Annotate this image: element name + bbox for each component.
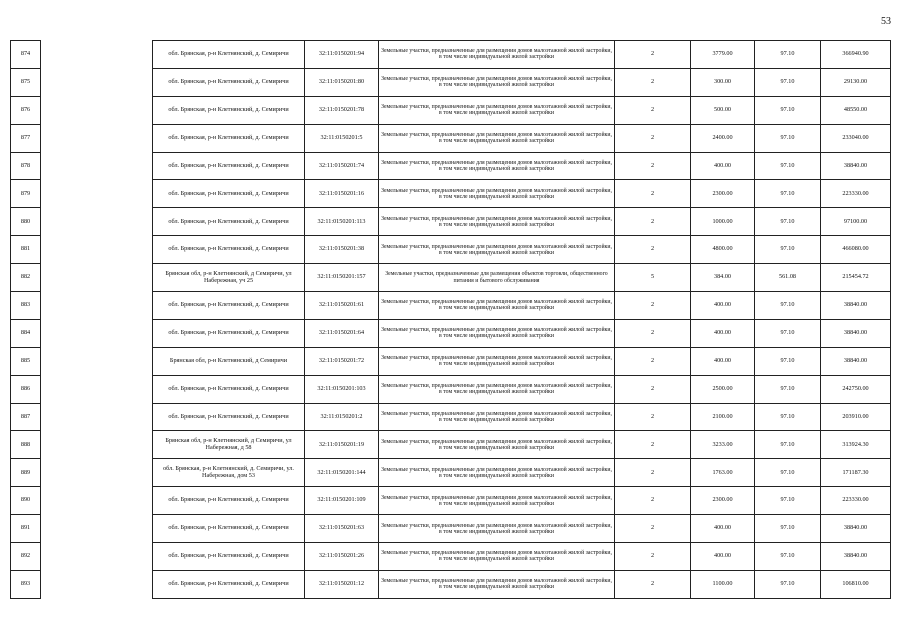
- spacer-cell: [41, 487, 153, 515]
- address-cell: обл. Брянская, р-н Клетнянский, д. Семиричи: [153, 124, 305, 152]
- area-cell: 2100.00: [691, 403, 755, 431]
- spacer-cell: [41, 96, 153, 124]
- row-number-cell: 878: [11, 152, 41, 180]
- cadastral-number-cell: 32:11:0150201:12: [305, 570, 379, 598]
- address-cell: обл. Брянская, р-н Клетнянский, д. Семиричи: [153, 68, 305, 96]
- rate-cell: 97.10: [755, 543, 821, 571]
- group-number-cell: 2: [615, 152, 691, 180]
- group-number-cell: 2: [615, 375, 691, 403]
- cadastral-value-cell: 29130.00: [821, 68, 891, 96]
- rate-cell: 97.10: [755, 403, 821, 431]
- group-number-cell: 2: [615, 543, 691, 571]
- rate-cell: 97.10: [755, 570, 821, 598]
- table-row: [11, 487, 891, 515]
- cadastral-value-cell: 203910.00: [821, 403, 891, 431]
- land-use-description-cell: Земельные участки, предназначенные для размещения домов малоэтажной жилой застройки, в том числе индивидуальной жилой застройки: [379, 68, 615, 96]
- cadastral-value-cell: 171187.30: [821, 459, 891, 487]
- group-number-cell: 2: [615, 431, 691, 459]
- table-row: [11, 347, 891, 375]
- cadastral-value-cell: 366940.90: [821, 41, 891, 69]
- cadastral-number-cell: 32:11:0150201:78: [305, 96, 379, 124]
- row-number-cell: 886: [11, 375, 41, 403]
- area-cell: 2300.00: [691, 180, 755, 208]
- spacer-cell: [41, 459, 153, 487]
- land-use-description-cell: Земельные участки, предназначенные для размещения домов малоэтажной жилой застройки, в том числе индивидуальной жилой застройки: [379, 543, 615, 571]
- address-cell: обл. Брянская, р-н Клетнянский, д. Семиричи: [153, 152, 305, 180]
- rate-cell: 97.10: [755, 487, 821, 515]
- table-row: [11, 180, 891, 208]
- cadastral-value-cell: 38840.00: [821, 543, 891, 571]
- spacer-cell: [41, 41, 153, 69]
- spacer-cell: [41, 180, 153, 208]
- spacer-cell: [41, 264, 153, 292]
- land-use-description-cell: Земельные участки, предназначенные для размещения домов малоэтажной жилой застройки, в том числе индивидуальной жилой застройки: [379, 124, 615, 152]
- spacer-cell: [41, 124, 153, 152]
- group-number-cell: 2: [615, 208, 691, 236]
- group-number-cell: 5: [615, 264, 691, 292]
- address-cell: обл. Брянская, р-н Клетнянский, д. Семиричи: [153, 208, 305, 236]
- spacer-cell: [41, 570, 153, 598]
- cadastral-number-cell: 32:11:0150201:113: [305, 208, 379, 236]
- table-row: [11, 431, 891, 459]
- land-use-description-cell: Земельные участки, предназначенные для размещения домов малоэтажной жилой застройки, в том числе индивидуальной жилой застройки: [379, 459, 615, 487]
- cadastral-value-cell: 48550.00: [821, 96, 891, 124]
- cadastral-number-cell: 32:11:0150201:72: [305, 347, 379, 375]
- cadastral-value-cell: 313924.30: [821, 431, 891, 459]
- cadastral-number-cell: 32:11:0150201:64: [305, 319, 379, 347]
- table-row: [11, 41, 891, 69]
- area-cell: 2500.00: [691, 375, 755, 403]
- cadastral-value-cell: 106810.00: [821, 570, 891, 598]
- row-number-cell: 882: [11, 264, 41, 292]
- spacer-cell: [41, 319, 153, 347]
- group-number-cell: 2: [615, 403, 691, 431]
- cadastral-number-cell: 32:11:0150201:19: [305, 431, 379, 459]
- area-cell: 400.00: [691, 319, 755, 347]
- land-use-description-cell: Земельные участки, предназначенные для размещения домов малоэтажной жилой застройки, в том числе индивидуальной жилой застройки: [379, 487, 615, 515]
- area-cell: 1000.00: [691, 208, 755, 236]
- land-use-description-cell: Земельные участки, предназначенные для размещения домов малоэтажной жилой застройки, в том числе индивидуальной жилой застройки: [379, 375, 615, 403]
- cadastral-number-cell: 32:11:0150201:2: [305, 403, 379, 431]
- group-number-cell: 2: [615, 292, 691, 320]
- row-number-cell: 876: [11, 96, 41, 124]
- address-cell: Брянская обл, р-н Клетнянский, д Семиричи, ул Набережная, д 58: [153, 431, 305, 459]
- row-number-cell: 891: [11, 515, 41, 543]
- row-number-cell: 877: [11, 124, 41, 152]
- rate-cell: 97.10: [755, 319, 821, 347]
- cadastral-value-cell: 233040.00: [821, 124, 891, 152]
- rate-cell: 97.10: [755, 236, 821, 264]
- row-number-cell: 893: [11, 570, 41, 598]
- group-number-cell: 2: [615, 236, 691, 264]
- address-cell: обл. Брянская, р-н Клетнянский, д. Семиричи, ул. Набережная, дом 53: [153, 459, 305, 487]
- area-cell: 400.00: [691, 543, 755, 571]
- address-cell: обл. Брянская, р-н Клетнянский, д. Семиричи: [153, 403, 305, 431]
- area-cell: 400.00: [691, 515, 755, 543]
- area-cell: 1100.00: [691, 570, 755, 598]
- cadastral-value-cell: 38840.00: [821, 152, 891, 180]
- cadastral-number-cell: 32:11:0150201:157: [305, 264, 379, 292]
- land-use-description-cell: Земельные участки, предназначенные для размещения домов малоэтажной жилой застройки, в том числе индивидуальной жилой застройки: [379, 236, 615, 264]
- area-cell: 384.00: [691, 264, 755, 292]
- table-row: [11, 208, 891, 236]
- table-row: [11, 515, 891, 543]
- row-number-cell: 885: [11, 347, 41, 375]
- spacer-cell: [41, 292, 153, 320]
- cadastral-number-cell: 32:11:0150201:74: [305, 152, 379, 180]
- group-number-cell: 2: [615, 68, 691, 96]
- land-use-description-cell: Земельные участки, предназначенные для размещения домов малоэтажной жилой застройки, в том числе индивидуальной жилой застройки: [379, 292, 615, 320]
- area-cell: 1763.00: [691, 459, 755, 487]
- cadastral-value-cell: 223330.00: [821, 487, 891, 515]
- cadastral-number-cell: 32:11:0150201:16: [305, 180, 379, 208]
- row-number-cell: 888: [11, 431, 41, 459]
- table-row: [11, 264, 891, 292]
- row-number-cell: 890: [11, 487, 41, 515]
- table-row: [11, 236, 891, 264]
- spacer-cell: [41, 152, 153, 180]
- address-cell: обл. Брянская, р-н Клетнянский, д. Семиричи: [153, 236, 305, 264]
- land-use-description-cell: Земельные участки, предназначенные для размещения домов малоэтажной жилой застройки, в том числе индивидуальной жилой застройки: [379, 403, 615, 431]
- row-number-cell: 883: [11, 292, 41, 320]
- area-cell: 3233.00: [691, 431, 755, 459]
- row-number-cell: 892: [11, 543, 41, 571]
- table-row: [11, 319, 891, 347]
- address-cell: обл. Брянская, р-н Клетнянский, д. Семиричи: [153, 487, 305, 515]
- rate-cell: 97.10: [755, 152, 821, 180]
- group-number-cell: 2: [615, 515, 691, 543]
- cadastral-value-cell: 242750.00: [821, 375, 891, 403]
- cadastral-number-cell: 32:11:0150201:109: [305, 487, 379, 515]
- group-number-cell: 2: [615, 96, 691, 124]
- rate-cell: 97.10: [755, 124, 821, 152]
- spacer-cell: [41, 208, 153, 236]
- land-use-description-cell: Земельные участки, предназначенные для размещения домов малоэтажной жилой застройки, в том числе индивидуальной жилой застройки: [379, 180, 615, 208]
- row-number-cell: 887: [11, 403, 41, 431]
- table-row: [11, 124, 891, 152]
- address-cell: обл. Брянская, р-н Клетнянский, д. Семиричи: [153, 319, 305, 347]
- area-cell: 3779.00: [691, 41, 755, 69]
- spacer-cell: [41, 375, 153, 403]
- table-row: [11, 292, 891, 320]
- land-use-description-cell: Земельные участки, предназначенные для размещения домов малоэтажной жилой застройки, в том числе индивидуальной жилой застройки: [379, 152, 615, 180]
- table-row: [11, 375, 891, 403]
- area-cell: 500.00: [691, 96, 755, 124]
- address-cell: обл. Брянская, р-н Клетнянский, д. Семиричи: [153, 375, 305, 403]
- rate-cell: 97.10: [755, 292, 821, 320]
- land-use-description-cell: Земельные участки, предназначенные для размещения домов малоэтажной жилой застройки, в том числе индивидуальной жилой застройки: [379, 319, 615, 347]
- row-number-cell: 880: [11, 208, 41, 236]
- spacer-cell: [41, 236, 153, 264]
- row-number-cell: 879: [11, 180, 41, 208]
- rate-cell: 97.10: [755, 459, 821, 487]
- address-cell: обл. Брянская, р-н Клетнянский, д. Семиричи: [153, 515, 305, 543]
- area-cell: 4800.00: [691, 236, 755, 264]
- cadastral-value-cell: 97100.00: [821, 208, 891, 236]
- row-number-cell: 874: [11, 41, 41, 69]
- address-cell: обл. Брянская, р-н Клетнянский, д. Семиричи: [153, 543, 305, 571]
- cadastral-number-cell: 32:11:0150201:38: [305, 236, 379, 264]
- group-number-cell: 2: [615, 570, 691, 598]
- address-cell: обл. Брянская, р-н Клетнянский, д. Семиричи: [153, 570, 305, 598]
- group-number-cell: 2: [615, 124, 691, 152]
- page-number: 53: [881, 16, 891, 27]
- group-number-cell: 2: [615, 319, 691, 347]
- rate-cell: 97.10: [755, 347, 821, 375]
- cadastral-value-table: [10, 40, 891, 599]
- area-cell: 400.00: [691, 292, 755, 320]
- rate-cell: 97.10: [755, 96, 821, 124]
- group-number-cell: 2: [615, 487, 691, 515]
- row-number-cell: 881: [11, 236, 41, 264]
- area-cell: 400.00: [691, 152, 755, 180]
- group-number-cell: 2: [615, 459, 691, 487]
- cadastral-value-cell: 38840.00: [821, 319, 891, 347]
- rate-cell: 97.10: [755, 68, 821, 96]
- land-use-description-cell: Земельные участки, предназначенные для размещения домов малоэтажной жилой застройки, в том числе индивидуальной жилой застройки: [379, 41, 615, 69]
- group-number-cell: 2: [615, 347, 691, 375]
- cadastral-number-cell: 32:11:0150201:26: [305, 543, 379, 571]
- rate-cell: 97.10: [755, 375, 821, 403]
- address-cell: обл. Брянская, р-н Клетнянский, д. Семиричи: [153, 41, 305, 69]
- land-use-description-cell: Земельные участки, предназначенные для размещения домов малоэтажной жилой застройки, в том числе индивидуальной жилой застройки: [379, 515, 615, 543]
- rate-cell: 97.10: [755, 431, 821, 459]
- area-cell: 2300.00: [691, 487, 755, 515]
- area-cell: 300.00: [691, 68, 755, 96]
- address-cell: Брянская обл, р-н Клетнянский, д Семиричи, ул Набережная, уч 25: [153, 264, 305, 292]
- cadastral-number-cell: 32:11:0150201:103: [305, 375, 379, 403]
- rate-cell: 97.10: [755, 180, 821, 208]
- cadastral-value-cell: 38840.00: [821, 292, 891, 320]
- rate-cell: 561.08: [755, 264, 821, 292]
- table-row: [11, 403, 891, 431]
- land-use-description-cell: Земельные участки, предназначенные для размещения домов малоэтажной жилой застройки, в том числе индивидуальной жилой застройки: [379, 570, 615, 598]
- rate-cell: 97.10: [755, 208, 821, 236]
- row-number-cell: 889: [11, 459, 41, 487]
- cadastral-value-cell: 215454.72: [821, 264, 891, 292]
- cadastral-number-cell: 32:11:0150201:61: [305, 292, 379, 320]
- spacer-cell: [41, 68, 153, 96]
- row-number-cell: 875: [11, 68, 41, 96]
- address-cell: обл. Брянская, р-н Клетнянский, д. Семиричи: [153, 292, 305, 320]
- land-use-description-cell: Земельные участки, предназначенные для размещения домов малоэтажной жилой застройки, в том числе индивидуальной жилой застройки: [379, 96, 615, 124]
- cadastral-number-cell: 32:11:0150201:94: [305, 41, 379, 69]
- cadastral-number-cell: 32:11:0150201:63: [305, 515, 379, 543]
- spacer-cell: [41, 431, 153, 459]
- group-number-cell: 2: [615, 180, 691, 208]
- table-row: [11, 543, 891, 571]
- spacer-cell: [41, 515, 153, 543]
- spacer-cell: [41, 543, 153, 571]
- cadastral-number-cell: 32:11:0150201:5: [305, 124, 379, 152]
- group-number-cell: 2: [615, 41, 691, 69]
- cadastral-value-cell: 223330.00: [821, 180, 891, 208]
- address-cell: обл. Брянская, р-н Клетнянский, д. Семиричи: [153, 96, 305, 124]
- cadastral-number-cell: 32:11:0150201:80: [305, 68, 379, 96]
- spacer-cell: [41, 403, 153, 431]
- table-row: [11, 152, 891, 180]
- area-cell: 400.00: [691, 347, 755, 375]
- land-use-description-cell: Земельные участки, предназначенные для размещения домов малоэтажной жилой застройки, в том числе индивидуальной жилой застройки: [379, 431, 615, 459]
- cadastral-value-cell: 38840.00: [821, 347, 891, 375]
- land-use-description-cell: Земельные участки, предназначенные для размещения домов малоэтажной жилой застройки, в том числе индивидуальной жилой застройки: [379, 208, 615, 236]
- rate-cell: 97.10: [755, 41, 821, 69]
- table-row: [11, 96, 891, 124]
- area-cell: 2400.00: [691, 124, 755, 152]
- row-number-cell: 884: [11, 319, 41, 347]
- table-row: [11, 68, 891, 96]
- address-cell: обл. Брянская, р-н Клетнянский, д. Семиричи: [153, 180, 305, 208]
- address-cell: Брянская обл, р-н Клетнянский, д Семиричи: [153, 347, 305, 375]
- rate-cell: 97.10: [755, 515, 821, 543]
- cadastral-value-cell: 38840.00: [821, 515, 891, 543]
- land-use-description-cell: Земельные участки, предназначенные для размещения домов малоэтажной жилой застройки, в том числе индивидуальной жилой застройки: [379, 347, 615, 375]
- table-body: [11, 41, 891, 599]
- cadastral-number-cell: 32:11:0150201:144: [305, 459, 379, 487]
- land-use-description-cell: Земельные участки, предназначенные для размещения объектов торговли, общественного питания и бытового обслуживания: [379, 264, 615, 292]
- table-row: [11, 459, 891, 487]
- cadastral-value-cell: 466080.00: [821, 236, 891, 264]
- table-row: [11, 570, 891, 598]
- spacer-cell: [41, 347, 153, 375]
